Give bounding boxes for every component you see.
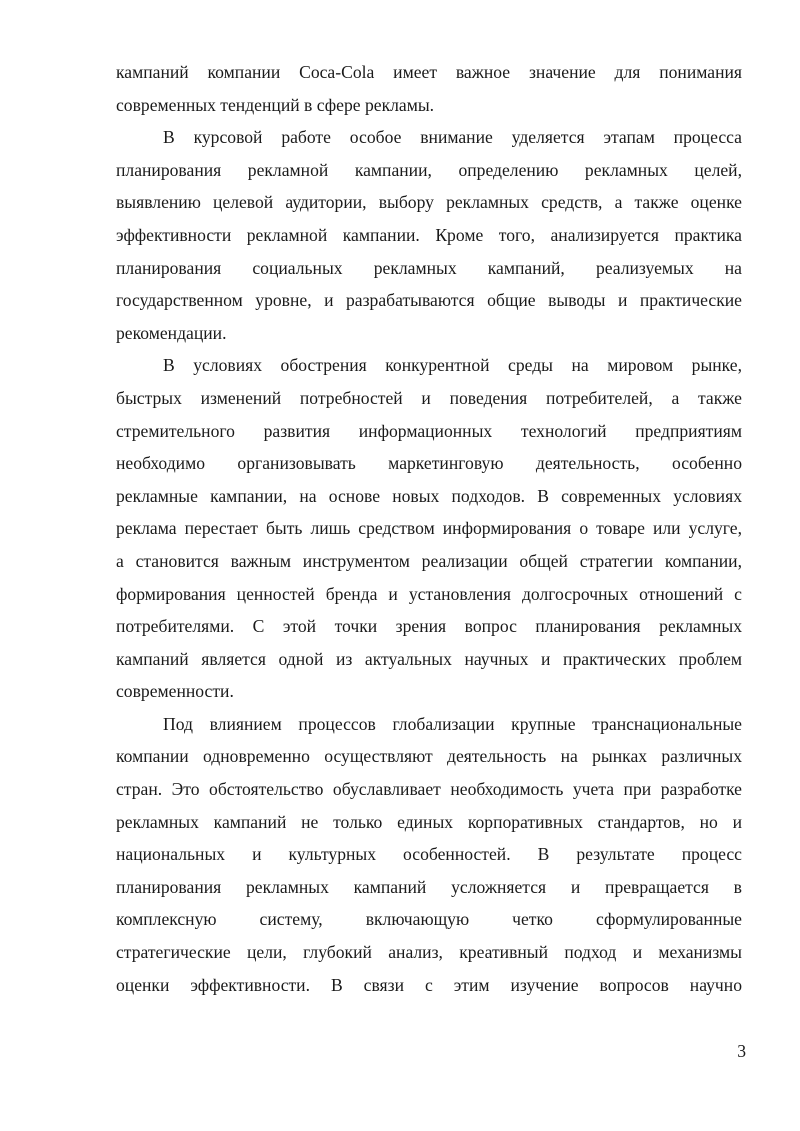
paragraph — [116, 708, 742, 1001]
text-line: выявлению целевой аудитории, выбору рекламных средств, а также оценке — [116, 192, 742, 213]
text-line: рекламных кампаний не только единых корпоративных стандартов, но и — [116, 811, 742, 832]
text-line: формирования ценностей бренда и установления долгосрочных отношений с — [116, 583, 742, 604]
text-line: Под влиянием процессов глобализации крупные транснациональные — [163, 713, 742, 734]
text-line: эффективности рекламной кампании. Кроме того, анализируется практика — [116, 224, 742, 245]
document-body — [116, 56, 742, 1001]
text-line: рекламные кампании, на основе новых подходов. В современных условиях — [116, 485, 742, 506]
text-line: необходимо организовывать маркетинговую деятельность, особенно — [116, 453, 742, 474]
text-line: реклама перестает быть лишь средством информирования о товаре или услуге, — [116, 518, 742, 539]
paragraph — [116, 349, 742, 708]
text-line: современности. — [116, 681, 234, 702]
text-line: В курсовой работе особое внимание уделяется этапам процесса — [163, 127, 742, 148]
text-line: стран. Это обстоятельство обуславливает необходимость учета при разработке — [116, 779, 742, 800]
text-line: кампаний компании Coca-Cola имеет важное значение для понимания — [116, 62, 742, 82]
text-line: планирования рекламной кампании, определению рекламных целей, — [116, 159, 742, 180]
paragraph — [116, 121, 742, 349]
text-line: национальных и культурных особенностей. В результате процесс — [116, 844, 742, 865]
paragraph — [116, 56, 742, 121]
text-line: современных тенденций в сфере рекламы. — [116, 94, 435, 115]
text-line: кампаний является одной из актуальных научных и практических проблем — [116, 648, 742, 669]
page-number: 3 — [737, 1041, 746, 1061]
text-line: а становится важным инструментом реализации общей стратегии компании, — [116, 550, 742, 571]
text-line: оценки эффективности. В связи с этим изучение вопросов научно — [116, 974, 742, 995]
text-line: стратегические цели, глубокий анализ, креативный подход и механизмы — [116, 942, 742, 963]
text-line: стремительного развития информационных технологий предприятиям — [116, 420, 742, 441]
text-line: планирования рекламных кампаний усложняется и превращается в — [116, 876, 742, 897]
text-line: В условиях обострения конкурентной среды на мировом рынке, — [163, 355, 742, 376]
text-line: потребителями. С этой точки зрения вопрос планирования рекламных — [116, 616, 742, 637]
text-line: планирования социальных рекламных кампаний, реализуемых на — [116, 257, 742, 278]
text-line: компании одновременно осуществляют деятельность на рынках различных — [116, 746, 742, 767]
document-page — [116, 56, 742, 1001]
text-line: рекомендации. — [116, 322, 227, 343]
text-line: государственном уровне, и разрабатываются общие выводы и практические — [116, 290, 742, 311]
text-line: комплексную систему, включающую четко сформулированные — [116, 909, 742, 930]
text-line: быстрых изменений потребностей и поведения потребителей, а также — [116, 387, 742, 408]
